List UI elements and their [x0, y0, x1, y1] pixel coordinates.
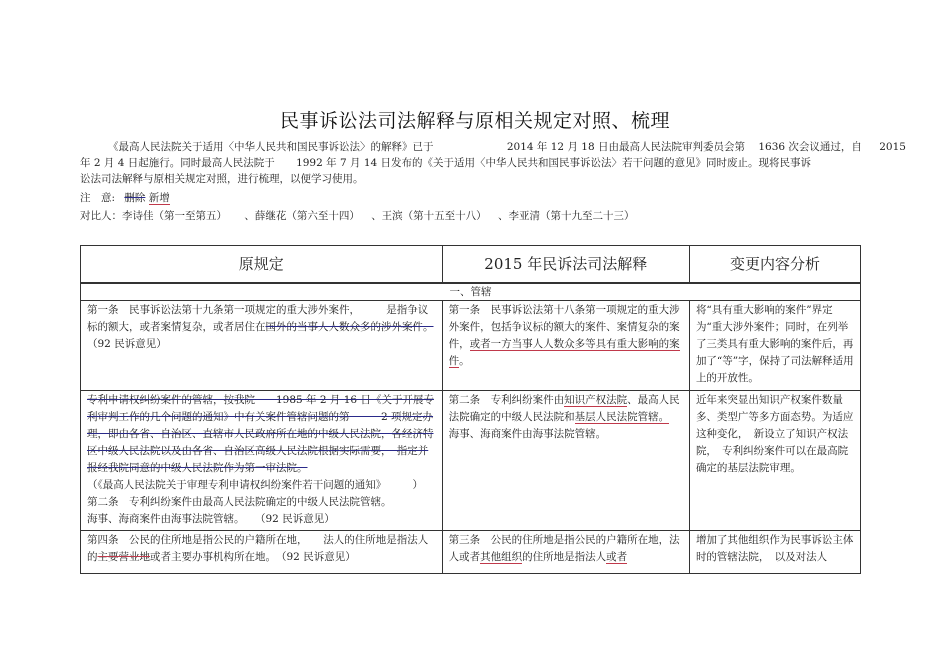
header-new: 2015 年民诉法司法解释: [442, 246, 689, 284]
intro-line-2: [80, 155, 880, 171]
section-row: [81, 283, 861, 301]
cell-text: 或者主要办事机构所在地。 （92 民诉意见）: [150, 551, 356, 563]
comparison-table: [80, 245, 861, 574]
cell-original: [81, 301, 443, 391]
cell-analysis: 近年来突显出知识产权案件数量多、类型广等多方面态势。为适应这种变化， 新设立了知识产权法院， 专利纠纷案件可以在最高院确定的基层法院审理。: [689, 391, 860, 531]
cell-new: [442, 301, 689, 391]
added-text: 其他组织: [480, 551, 523, 563]
intro-text: 2014 年 12 月 18 日由最高人民法院审判委员会第: [506, 141, 745, 153]
deleted-text: 专利申请权纠纷案件的管辖，按我院 1985 年 2 月 16 日《关于开展专利审判工作的几个问题的通知》中有关案件管辖问题的第 2 项规定办理，即由各省、自治区、直辖市人民政府所在地的中级人民法院，各经济特区中级人民法院以及由各省、自治区高级人民法院根据实际需要， 指定并报经我院同意的中级人民法院作为第一审法院。: [87, 394, 434, 474]
compare-text: 对比人：李诗佳（第一至第五）: [80, 210, 227, 222]
compare-text: 、王滨（第十五至十八）: [371, 210, 487, 222]
header-analysis: 变更内容分析: [689, 246, 860, 284]
document-title: 民事诉讼法司法解释与原相关规定对照、梳理: [279, 110, 670, 132]
table-row: [81, 531, 861, 574]
cell-original: [81, 531, 443, 574]
cell-original: [81, 391, 443, 531]
compare-line: [80, 208, 880, 224]
cell-text: 第四条 公民的住所地是指公民的户籍所在地， 法人的住所地是指法人的: [87, 534, 429, 563]
cell-analysis: 将“具有重大影响的案件”界定为“重大涉外案件；同时，在列举了三类具有重大影响的案件后，再加了“等”字，保持了司法解释适用上的开放性。: [689, 301, 860, 391]
cell-analysis: 增加了其他组织作为民事诉讼主体时的管辖法院， 以及对法人: [689, 531, 860, 574]
compare-text: 、薛继花（第六至十四）: [244, 210, 360, 222]
cell-text: （《最高人民法院关于审理专利申请权纠纷案件若干问题的通知》 ）: [87, 479, 423, 491]
legend-deleted: 删除: [124, 192, 146, 204]
intro-text: 2015: [879, 141, 906, 153]
added-text: 知识产权法院: [564, 394, 628, 406]
intro-text: 《最高人民法院关于适用〈中华人民共和国民事诉讼法〉的解释》已于: [108, 141, 434, 153]
intro-text: 1992 年 7 月 14 日发布的《关于适用〈中华人民共和国民事诉讼法〉若干问题的意见》同时废止。现将民事诉: [296, 157, 812, 169]
cell-text: 第二条 专利纠纷案件由: [448, 394, 565, 406]
cell-text: 。: [459, 355, 470, 367]
legend-added: 新增: [148, 192, 170, 204]
cell-text: 的住所地是指法人: [522, 551, 607, 563]
legend-line: [80, 190, 880, 206]
cell-text: 、最高人民法院确定的中级人民法院和: [448, 394, 680, 423]
table-row: [81, 391, 861, 531]
section-title: 一、管辖: [81, 283, 861, 301]
cell-text: 第二条 专利纠纷案件由最高人民法院确定的中级人民法院管辖。: [87, 496, 392, 508]
intro-line-3: 讼法司法解释与原相关规定对照，进行梳理，以便学习使用。: [80, 173, 364, 185]
cell-new: [442, 391, 689, 531]
added-text: 或者: [606, 551, 628, 563]
table-row: [81, 301, 861, 391]
intro-text: 1636 次会议通过，自: [758, 141, 862, 153]
deleted-text: 主要营业地: [97, 551, 150, 563]
added-text: 基层人民法院管辖。: [574, 411, 670, 423]
cell-text: 第三条 公民的住所地是指公民的户籍所在地，法人或者: [448, 534, 680, 563]
cell-text: 海事、海商案件由海事法院管辖。 （92 民诉意见）: [87, 513, 335, 525]
compare-text: 、李亚清（第十九至二十三）: [498, 210, 635, 222]
table-header-row: [81, 246, 861, 284]
intro-text: 年 2 月 4 日起施行。同时最高人民法院于: [80, 157, 275, 169]
header-original: 原规定: [81, 246, 443, 284]
cell-text: 第一条 民事诉讼法第十八条第一项规定的重大涉外案件，包括争议标的额大的案件、案情复杂的案件，: [448, 304, 680, 350]
intro-line-1: [80, 139, 906, 155]
added-text: 或者一方当事人人数众多等具有重大影响的案件: [448, 338, 680, 367]
legend-label: 注 意:: [80, 192, 116, 204]
cell-text: 第一条 民事诉讼法第十九条第一项规定的重大涉外案件， 是指争议标的额大，或者案情复杂，或者居住在: [87, 304, 429, 333]
cell-new: [442, 531, 689, 574]
cell-text: 海事、海商案件由海事法院管辖。: [448, 428, 607, 440]
cell-text: （92 民诉意见）: [87, 338, 167, 350]
deleted-text: 国外的当事人人数众多的涉外案件。: [265, 321, 434, 333]
